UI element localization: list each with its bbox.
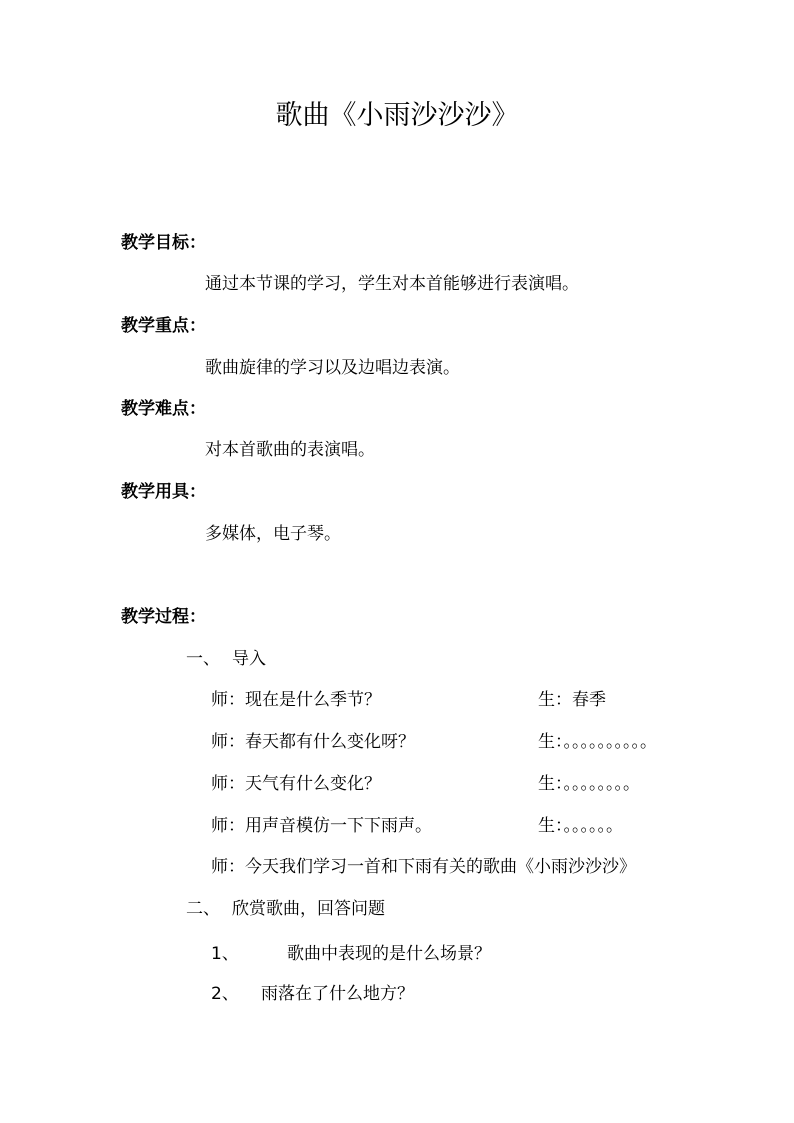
section-1-number: 一、 bbox=[186, 649, 220, 669]
teacher-line: 师：春天都有什么变化呀？ bbox=[211, 732, 415, 752]
difficulties-heading: 教学难点： bbox=[121, 399, 206, 419]
section-2-number: 二、 bbox=[186, 899, 220, 919]
teacher-line: 师：用声音模仿一下下雨声。 bbox=[211, 816, 432, 836]
student-line: 生：。。。。。。 bbox=[538, 816, 623, 836]
objectives-heading: 教学目标： bbox=[121, 233, 206, 253]
objectives-text: 通过本节课的学习，学生对本首能够进行表演唱。 bbox=[205, 274, 579, 294]
teacher-closing-line: 师：今天我们学习一首和下雨有关的歌曲《小雨沙沙沙》 bbox=[211, 857, 636, 877]
student-line: 生：。。。。。。。。。。 bbox=[538, 732, 657, 752]
difficulties-text: 对本首歌曲的表演唱。 bbox=[205, 440, 375, 460]
process-heading: 教学过程： bbox=[121, 607, 206, 627]
section-2-heading bbox=[186, 896, 385, 922]
question-item bbox=[211, 981, 414, 1007]
page-title: 歌曲《小雨沙沙沙》 bbox=[275, 100, 519, 131]
key-points-heading: 教学重点： bbox=[121, 316, 206, 336]
tools-text: 多媒体，电子琴。 bbox=[205, 524, 341, 544]
section-1-heading bbox=[186, 646, 266, 672]
key-points-text: 歌曲旋律的学习以及边唱边表演。 bbox=[205, 358, 460, 378]
question-number: 2、 bbox=[211, 984, 239, 1004]
student-line: 生：。。。。。。。。 bbox=[538, 774, 640, 794]
question-item bbox=[211, 941, 491, 967]
section-1-title: 导入 bbox=[232, 649, 266, 669]
tools-heading: 教学用具： bbox=[121, 482, 206, 502]
question-text: 歌曲中表现的是什么场景？ bbox=[287, 944, 491, 964]
section-2-title: 欣赏歌曲，回答问题 bbox=[232, 899, 385, 919]
question-number: 1、 bbox=[211, 944, 239, 964]
student-line: 生：春季 bbox=[538, 690, 606, 710]
question-text: 雨落在了什么地方？ bbox=[261, 984, 414, 1004]
teacher-line: 师：现在是什么季节？ bbox=[211, 690, 381, 710]
teacher-line: 师：天气有什么变化？ bbox=[211, 774, 381, 794]
